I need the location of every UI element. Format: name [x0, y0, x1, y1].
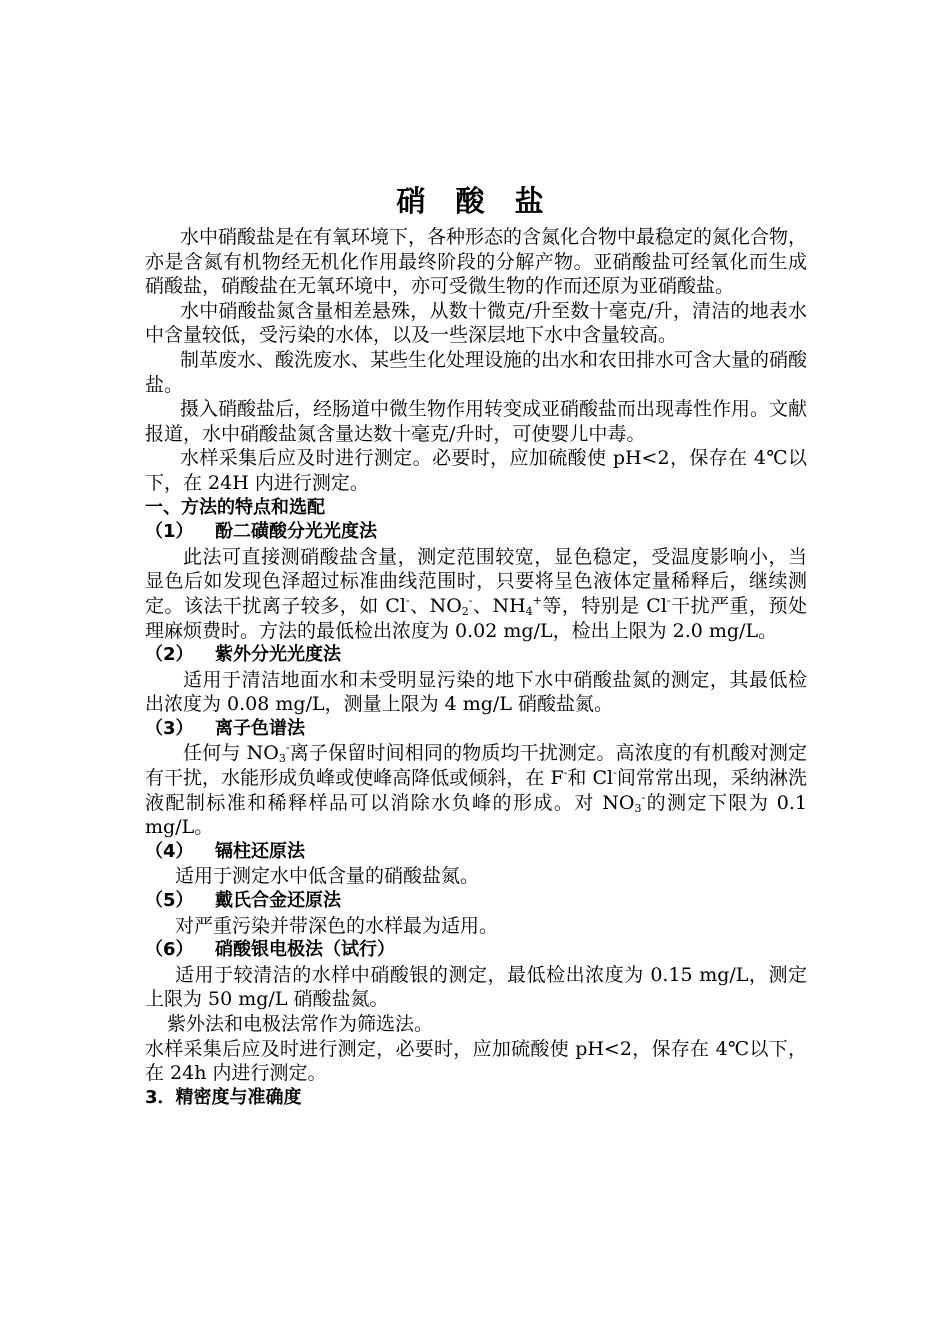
text-run: 间常常出现，采纳淋洗液配制标准和稀释样品可以消除水负峰的形成。对 NO [145, 767, 807, 814]
method-name: 戴氏合金还原法 [215, 890, 341, 912]
superscript: - [468, 593, 473, 607]
paragraph-intro: 水中硝酸盐是在有氧环境下，各种形态的含氮化合物中最稳定的氮化合物，亦是含氮有机物经无机化作用最终阶段的分解产物。亚硝酸盐可经氧化而生成硝酸盐，硝酸盐在无氧环境中，亦可受微生物的作而还原为亚硝酸盐。 [145, 226, 808, 298]
text-run: 干扰严重，预处理麻烦费时。方法的最低检出浓度为 0.02 mg/L，检出上限为 2.0 mg/L。 [145, 594, 808, 642]
superscript: - [405, 593, 410, 607]
text-run: 此法可直接测硝酸盐含量，测定范围较宽，显色稳定，受温度影响小，当显色后如发现色泽超过标准曲线范围时，只要将呈色液体定量稀释后，继续测定。该法干扰离子较多，如 Cl [145, 545, 807, 617]
paragraph-sources: 制革废水、酸洗废水、某些生化处理设施的出水和农田排水可含大量的硝酸盐。 [145, 348, 808, 396]
paragraph-content-range: 水中硝酸盐氮含量相差悬殊，从数十微克/升至数十毫克/升，清洁的地表水中含量较低，受污染的水体，以及一些深层地下水中含量较高。 [145, 299, 807, 347]
superscript: - [641, 790, 646, 804]
text-run: 等，特别是 Cl [541, 594, 667, 617]
superscript: - [285, 741, 290, 755]
method-number: （3） [145, 717, 194, 739]
method-description [145, 545, 807, 643]
section-heading-precision: 3．精密度与准确度 [145, 1086, 302, 1108]
method-heading [145, 717, 807, 742]
method-description: 适用于较清洁的水样中硝酸银的测定，最低检出浓度为 0.15 mg/L，测定上限为 50 mg/L 硝酸盐氮。 [145, 963, 807, 1011]
method-number: （5） [145, 890, 194, 912]
method-description: 对严重污染并带深色的水样最为适用。 [175, 914, 499, 937]
superscript: - [613, 766, 617, 780]
screening-note: 紫外法和电极法常作为筛选法。 [167, 1013, 434, 1035]
paragraph-sampling: 水样采集后应及时进行测定。必要时，应加硫酸使 pH<2，保存在 4℃以下，在 24H 内进行测定。 [145, 447, 807, 494]
text-run: 任何与 NO [183, 742, 279, 765]
paragraph-sampling-repeat: 水样采集后应及时进行测定，必要时，应加硫酸使 pH<2，保存在 4℃以下，在 24h 内进行测定。 [145, 1037, 807, 1085]
method-description [145, 741, 807, 839]
subscript: 3 [634, 801, 642, 815]
method-name: 离子色谱法 [215, 717, 305, 739]
method-number: （1） [145, 521, 194, 543]
section-heading-methods: 一、方法的特点和选配 [145, 496, 325, 518]
method-number: （6） [145, 939, 194, 961]
text-run: 的测定下限为 0.1 mg/L。 [145, 791, 807, 839]
text-run: 、NO [409, 594, 462, 617]
subscript: 3 [278, 752, 286, 766]
superscript: - [563, 766, 568, 780]
method-heading [145, 643, 807, 668]
page-title: 硝 酸 盐 [396, 184, 554, 218]
superscript: - [666, 593, 671, 607]
method-number: （4） [145, 840, 194, 862]
method-description: 适用于清洁地面水和未受明显污染的地下水中硝酸盐氮的测定，其最低检出浓度为 0.08 mg/L，测量上限为 4 mg/L 硝酸盐氮。 [145, 668, 807, 716]
method-heading [145, 889, 807, 914]
method-name: 镉柱还原法 [215, 840, 305, 862]
method-name: 紫外分光光度法 [215, 644, 341, 666]
method-name: 酚二磺酸分光光度法 [215, 521, 377, 543]
text-run: 、NH [472, 594, 526, 617]
method-description: 适用于测定水中低含量的硝酸盐氮。 [175, 865, 480, 888]
method-heading [145, 520, 807, 545]
method-heading [145, 840, 807, 865]
subscript: 2 [461, 604, 469, 618]
text-run: 和 Cl [567, 767, 614, 790]
paragraph-toxicity: 摄入硝酸盐后，经肠道中微生物作用转变成亚硝酸盐而出现毒性作用。文献报道，水中硝酸盐氮含量达数十毫克/升时，可使婴儿中毒。 [145, 398, 808, 445]
method-heading [145, 938, 807, 963]
subscript: 4 [525, 604, 533, 618]
superscript: + [532, 593, 542, 607]
text-run: 离子保留时间相同的物质均干扰测定。高浓度的有机酸对测定有干扰，水能形成负峰或使峰高降低或倾斜，在 F [145, 742, 807, 790]
method-number: （2） [145, 644, 194, 666]
method-name: 硝酸银电极法（试行） [215, 939, 395, 961]
document-body [145, 225, 807, 1110]
